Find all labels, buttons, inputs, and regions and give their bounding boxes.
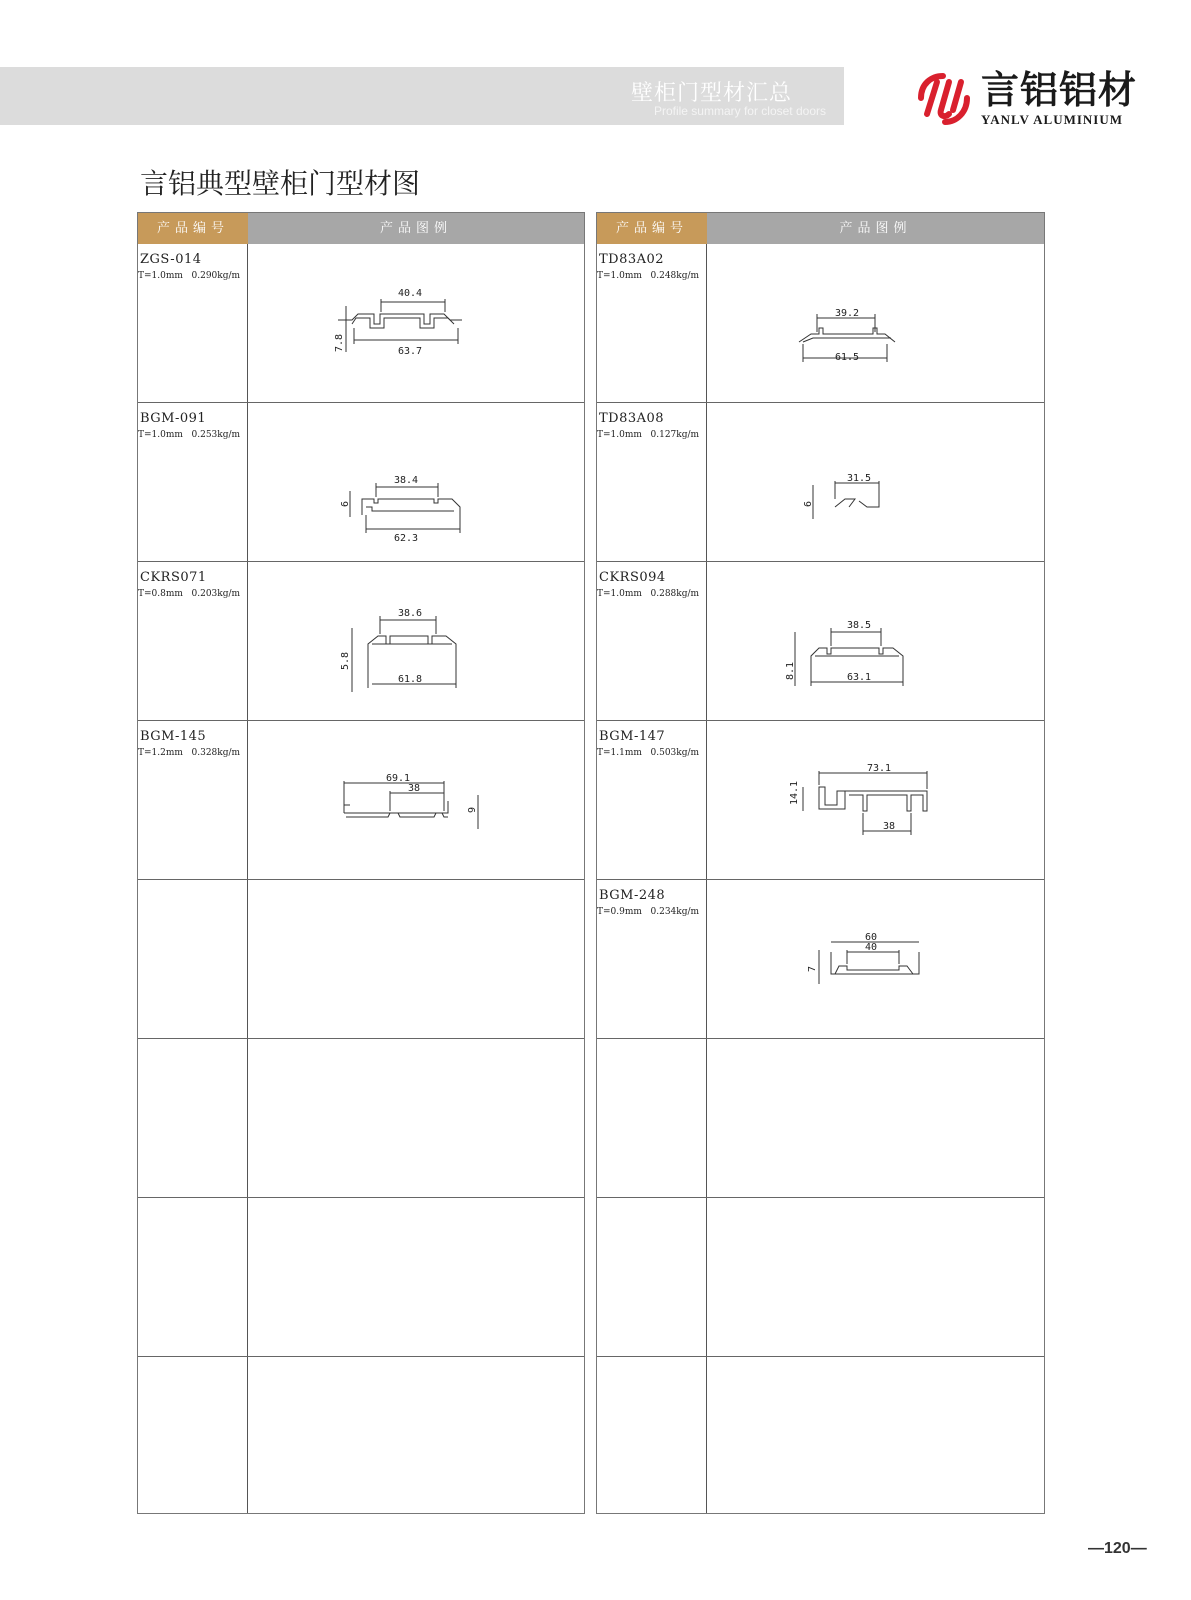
- header-title: 壁柜门型材汇总: [630, 81, 792, 106]
- header-product-image: 产品图例: [707, 213, 1044, 244]
- product-spec: T=0.8mm 0.203kg/m: [138, 589, 241, 599]
- product-code: TD83A08: [599, 411, 665, 426]
- brand-name-en: YANLV ALUMINIUM: [981, 112, 1124, 127]
- table-row: [138, 880, 584, 1039]
- profile-drawing: [707, 403, 1044, 561]
- dimension-label: 63.1: [847, 672, 872, 683]
- table-row: [597, 1039, 1044, 1198]
- dimension-label: 6: [465, 807, 476, 814]
- product-code: ZGS-014: [140, 252, 202, 267]
- brand-name-cn: 言铝铝材: [981, 68, 1138, 112]
- product-code: BGM-145: [140, 729, 207, 744]
- dimension-label: 60: [865, 932, 878, 943]
- profile-drawing: [707, 721, 1044, 879]
- table-row: [597, 1198, 1044, 1357]
- product-code: CKRS094: [599, 570, 666, 585]
- table-row: [597, 721, 1044, 880]
- table-header-row: [138, 213, 584, 244]
- table-row: [597, 403, 1044, 562]
- product-code: CKRS071: [140, 570, 207, 585]
- page-number: —120—: [1088, 1540, 1147, 1557]
- dimension-label: 73.1: [867, 763, 892, 774]
- profile-drawing: [248, 562, 584, 720]
- table-row: [138, 1198, 584, 1357]
- dimension-label: 38: [408, 783, 421, 794]
- profile-drawing: [248, 403, 584, 561]
- profile-drawing: [707, 880, 1044, 1038]
- brand: [915, 68, 1145, 128]
- product-spec: T=1.2mm 0.328kg/m: [138, 748, 241, 758]
- header-product-code: 产品编号: [597, 213, 707, 244]
- yanlv-logo-icon: [915, 70, 973, 128]
- profile-drawing: [248, 721, 584, 879]
- product-spec: T=1.0mm 0.248kg/m: [597, 271, 700, 281]
- dimension-label: 38: [883, 821, 896, 832]
- table-header-row: [597, 213, 1044, 244]
- table-row: [138, 721, 584, 880]
- product-spec: T=1.0mm 0.127kg/m: [597, 430, 700, 440]
- profile-drawing: [248, 244, 584, 402]
- table-row: [138, 562, 584, 721]
- dimension-label: 63.7: [398, 346, 423, 357]
- product-spec: T=1.0mm 0.290kg/m: [138, 271, 241, 281]
- dimension-label: 6: [340, 500, 351, 507]
- dimension-label: 39.2: [835, 308, 860, 319]
- dimension-label: 38.6: [398, 608, 423, 619]
- dimension-label: 8.1: [785, 661, 796, 680]
- table-row: [597, 244, 1044, 403]
- product-spec: T=1.0mm 0.253kg/m: [138, 430, 241, 440]
- dimension-label: 6: [803, 500, 814, 507]
- table-row: [138, 403, 584, 562]
- left-profile-table: [137, 212, 585, 1514]
- product-spec: T=0.9mm 0.234kg/m: [597, 907, 700, 917]
- profile-drawing: [707, 244, 1044, 402]
- table-row: [138, 244, 584, 403]
- dimension-label: 61.5: [835, 352, 860, 363]
- header-band: [0, 67, 844, 125]
- dimension-label: 61.8: [398, 674, 423, 685]
- product-code: BGM-147: [599, 729, 666, 744]
- header-product-code: 产品编号: [138, 213, 248, 244]
- table-row: [597, 880, 1044, 1039]
- page-title: 言铝典型壁柜门型材图: [140, 167, 421, 200]
- table-row: [597, 562, 1044, 721]
- product-code: BGM-248: [599, 888, 666, 903]
- dimension-label: 38.4: [394, 475, 419, 486]
- dimension-label: 62.3: [394, 533, 419, 544]
- table-row: [138, 1039, 584, 1198]
- dimension-label: 40: [865, 942, 878, 953]
- table-row: [597, 1357, 1044, 1513]
- right-profile-table: [596, 212, 1045, 1514]
- product-spec: T=1.0mm 0.288kg/m: [597, 589, 700, 599]
- dimension-label: 31.5: [847, 473, 872, 484]
- dimension-label: 7.8: [334, 333, 345, 352]
- dimension-label: 38.5: [847, 620, 872, 631]
- dimension-label: 69.1: [386, 773, 411, 784]
- dimension-label: 7: [807, 965, 818, 972]
- product-code: BGM-091: [140, 411, 207, 426]
- product-spec: T=1.1mm 0.503kg/m: [597, 748, 700, 758]
- profile-drawing: [707, 562, 1044, 720]
- product-code: TD83A02: [599, 252, 665, 267]
- table-row: [138, 1357, 584, 1513]
- dimension-label: 14.1: [789, 780, 800, 805]
- header-product-image: 产品图例: [248, 213, 584, 244]
- dimension-label: 5.8: [340, 651, 351, 670]
- header-subtitle: Profile summary for closet doors: [653, 104, 826, 118]
- dimension-label: 40.4: [398, 288, 423, 299]
